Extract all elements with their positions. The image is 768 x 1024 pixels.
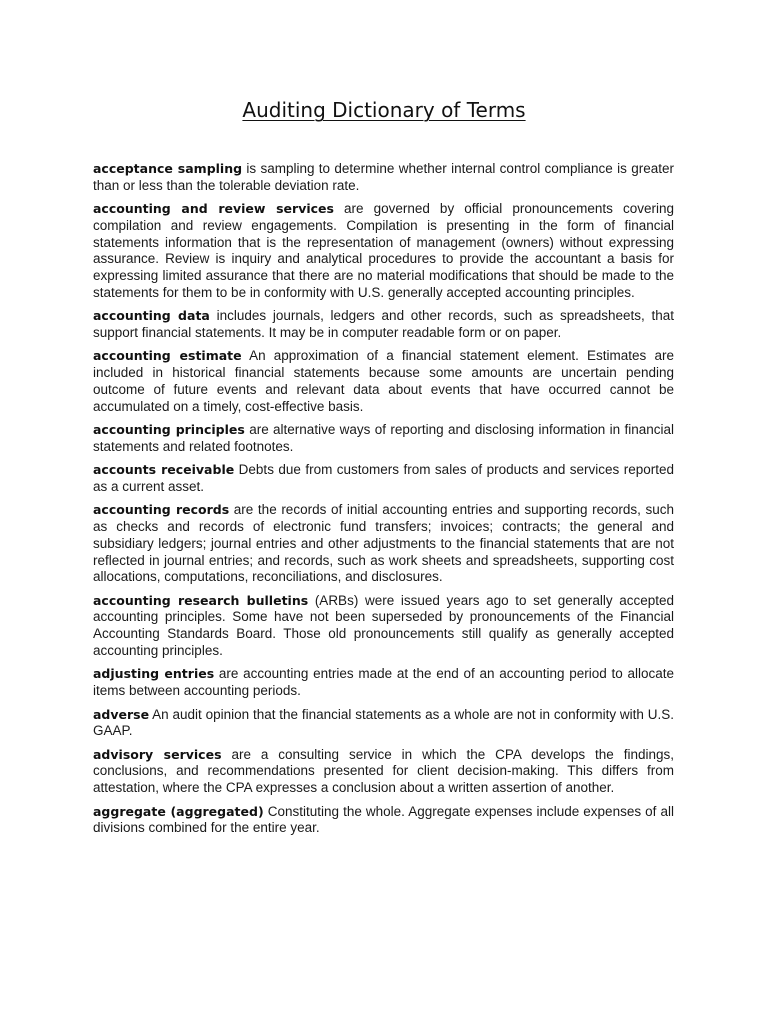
glossary-entry (93, 502, 674, 586)
glossary-definition: An approximation of a financial statement element. Estimates are included in historical financial statements because some amounts are uncertain pending outcome of future events and relevant data about events that have occurred cannot be accumulated on a timely, cost-effective basis. (93, 348, 674, 414)
glossary-definition: includes journals, ledgers and other records, such as spreadsheets, that support financial statements. It may be in computer readable form or on paper. (93, 308, 674, 340)
glossary-entry (93, 161, 674, 194)
glossary-entry-list (93, 161, 674, 844)
glossary-term: accounting and review services (93, 201, 334, 217)
glossary-entry (93, 201, 674, 301)
glossary-definition: are a consulting service in which the CPA develops the findings, conclusions, and recommendations presented for client decision-making. This differs from attestation, where the CPA expresses a conclusion about a written assertion of another. (93, 746, 674, 796)
glossary-definition: are accounting entries made at the end of an accounting period to allocate items between accounting periods. (93, 666, 674, 699)
glossary-definition: are the records of initial accounting entries and supporting records, such as checks and records of electronic fund transfers; invoices; contracts; the general and subsidiary ledgers; journal entries and other adjustments to the financial statements that are not reflected in journal entries; and records, such as work sheets and spreadsheets, supporting cost allocations, computations, reconciliations, and disclosures. (93, 502, 674, 585)
document-title: Auditing Dictionary of Terms (242, 98, 526, 122)
glossary-definition: are governed by official pronouncements covering compilation and review engagements. Compilation is presenting in the form of financial statements information that is the representation of management (owners) without expressing assurance. Review is inquiry and analytical procedures to provide the accountant a basis for expressing limited assurance that there are no material modifications that should be made to the statements for them to be in conformity with U.S. generally accepted accounting principles. (93, 201, 674, 300)
glossary-entry (93, 593, 674, 660)
glossary-entry (93, 707, 674, 740)
glossary-definition: is sampling to determine whether internal control compliance is greater than or less than the tolerable deviation rate. (93, 161, 674, 193)
glossary-entry (93, 308, 674, 341)
glossary-term: accounts receivable (93, 462, 235, 478)
glossary-entry (93, 747, 674, 797)
glossary-term: accounting research bulletins (93, 592, 309, 608)
glossary-definition: Debts due from customers from sales of products and services reported as a current asset. (93, 462, 675, 494)
glossary-entry (93, 666, 674, 699)
glossary-term: accounting principles (93, 422, 245, 438)
glossary-entry (93, 804, 674, 837)
glossary-term: adverse (93, 706, 150, 722)
glossary-definition: (ARBs) were issued years ago to set generally accepted accounting principles. Some have not been superseded by pronouncements of the Financial Accounting Standards Board. Those old pronouncements still qualify as generally accepted accounting principles. (93, 592, 674, 658)
glossary-entry (93, 462, 674, 495)
glossary-definition: Constituting the whole. Aggregate expenses include expenses of all divisions combined for the entire year. (93, 803, 674, 836)
glossary-entry (93, 348, 674, 415)
glossary-term: acceptance sampling (93, 161, 243, 176)
glossary-term: advisory services (93, 746, 222, 762)
glossary-term: aggregate (aggregated) (93, 803, 264, 819)
glossary-term: accounting data (93, 308, 210, 324)
glossary-term: accounting records (93, 502, 230, 518)
glossary-term: accounting estimate (93, 348, 242, 364)
glossary-definition: An audit opinion that the financial statements as a whole are not in conformity with U.S. GAAP. (93, 706, 674, 739)
glossary-definition: are alternative ways of reporting and disclosing information in financial statements and related footnotes. (93, 422, 674, 454)
glossary-term: adjusting entries (93, 666, 215, 682)
glossary-entry (93, 422, 674, 455)
